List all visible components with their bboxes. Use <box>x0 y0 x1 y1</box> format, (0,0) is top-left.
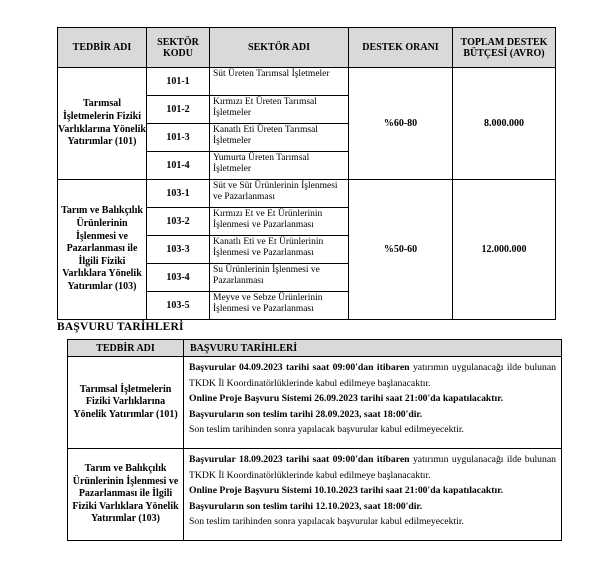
start-date-text: Başvurular 18.09.2023 tarihi saat 09:00'dan itibaren yatırımın uygulanacağı ilde bulunan TKDK İl Koordinatörlüklerinde kabul edilmeye başlanacaktır. <box>189 454 556 481</box>
sector-name: Kırmızı Et Üreten Tarımsal İşletmeler <box>210 96 349 124</box>
sector-name: Süt Üreten Tarımsal İşletmeler <box>210 68 349 96</box>
section-title: BAŞVURU TARİHLERİ <box>57 321 184 333</box>
sector-code: 103-5 <box>147 292 210 320</box>
tedbir-101: Tarımsal İşletmelerin Fiziki Varlıklarına Yönelik Yatırımlar (101) <box>68 357 184 449</box>
header-toplam-butce: TOPLAM DESTEK BÜTÇESİ (AVRO) <box>453 28 556 68</box>
support-rate-101: %60-80 <box>349 68 453 180</box>
start-date-text: Başvurular 04.09.2023 tarihi saat 09:00'dan itibaren yatırımın uygulanacağı ilde bulunan TKDK İl Koordinatörlüklerinde kabul edilmeye başlanacaktır. <box>189 362 556 389</box>
tedbir-103: Tarım ve Balıkçılık Ürünlerinin İşlenmesi ve Pazarlanması ile İlgili Fiziki Varlıklara Yönelik Yatırımlar (103) <box>58 180 147 320</box>
header-basvuru-tarihleri: BAŞVURU TARİHLERİ <box>184 340 562 357</box>
application-dates-table <box>67 339 562 541</box>
deadline-text: Başvuruların son teslim tarihi 12.10.2023, saat 18:00'dir. <box>189 500 423 512</box>
online-close-text: Online Proje Başvuru Sistemi 26.09.2023 tarihi saat 21:00'da kapatılacaktır. <box>189 393 504 404</box>
sector-name: Kanatlı Eti Üreten Tarımsal İşletmeler <box>210 124 349 152</box>
sector-code: 103-3 <box>147 236 210 264</box>
sector-code: 101-1 <box>147 68 210 96</box>
sector-name: Kanatlı Eti ve Et Ürünlerinin İşlenmesi ve Pazarlanması <box>210 236 349 264</box>
application-dates-103 <box>184 449 562 541</box>
sector-name: Meyve ve Sebze Ürünlerinin İşlenmesi ve Pazarlanması <box>210 292 349 320</box>
support-budget-table <box>57 27 556 320</box>
sector-code: 103-4 <box>147 264 210 292</box>
deadline-text: Başvuruların son teslim tarihi 28.09.2023, saat 18:00'dir. <box>189 408 423 420</box>
budget-103: 12.000.000 <box>453 180 556 320</box>
header-tedbir: TEDBİR ADI <box>68 340 184 357</box>
header-sektor-kodu: SEKTÖR KODU <box>147 28 210 68</box>
header-sektor-adi: SEKTÖR ADI <box>210 28 349 68</box>
budget-101: 8.000.000 <box>453 68 556 180</box>
sector-code: 103-2 <box>147 208 210 236</box>
sector-name: Yumurta Üreten Tarımsal İşletmeler <box>210 152 349 180</box>
sector-name: Kırmızı Et ve Et Ürünlerinin İşlenmesi ve Pazarlanması <box>210 208 349 236</box>
late-note-text: Son teslim tarihinden sonra yapılacak başvurular kabul edilmeyecektir. <box>189 424 464 435</box>
support-rate-103: %50-60 <box>349 180 453 320</box>
sector-code: 101-2 <box>147 96 210 124</box>
sector-code: 103-1 <box>147 180 210 208</box>
tedbir-101: Tarımsal İşletmelerin Fiziki Varlıklarına Yönelik Yatırımlar (101) <box>58 68 147 180</box>
sector-code: 101-4 <box>147 152 210 180</box>
sector-name: Su Ürünlerinin İşlenmesi ve Pazarlanması <box>210 264 349 292</box>
tedbir-103: Tarım ve Balıkçılık Ürünlerinin İşlenmesi ve Pazarlanması ile İlgili Fiziki Varlıklara Yönelik Yatırımlar (103) <box>68 449 184 541</box>
sector-name: Süt ve Süt Ürünlerinin İşlenmesi ve Pazarlanması <box>210 180 349 208</box>
header-destek-orani: DESTEK ORANI <box>349 28 453 68</box>
online-close-text: Online Proje Başvuru Sistemi 10.10.2023 tarihi saat 21:00'da kapatılacaktır. <box>189 485 504 496</box>
late-note-text: Son teslim tarihinden sonra yapılacak başvurular kabul edilmeyecektir. <box>189 516 464 527</box>
sector-code: 101-3 <box>147 124 210 152</box>
application-dates-101 <box>184 357 562 449</box>
header-tedbir: TEDBİR ADI <box>58 28 147 68</box>
